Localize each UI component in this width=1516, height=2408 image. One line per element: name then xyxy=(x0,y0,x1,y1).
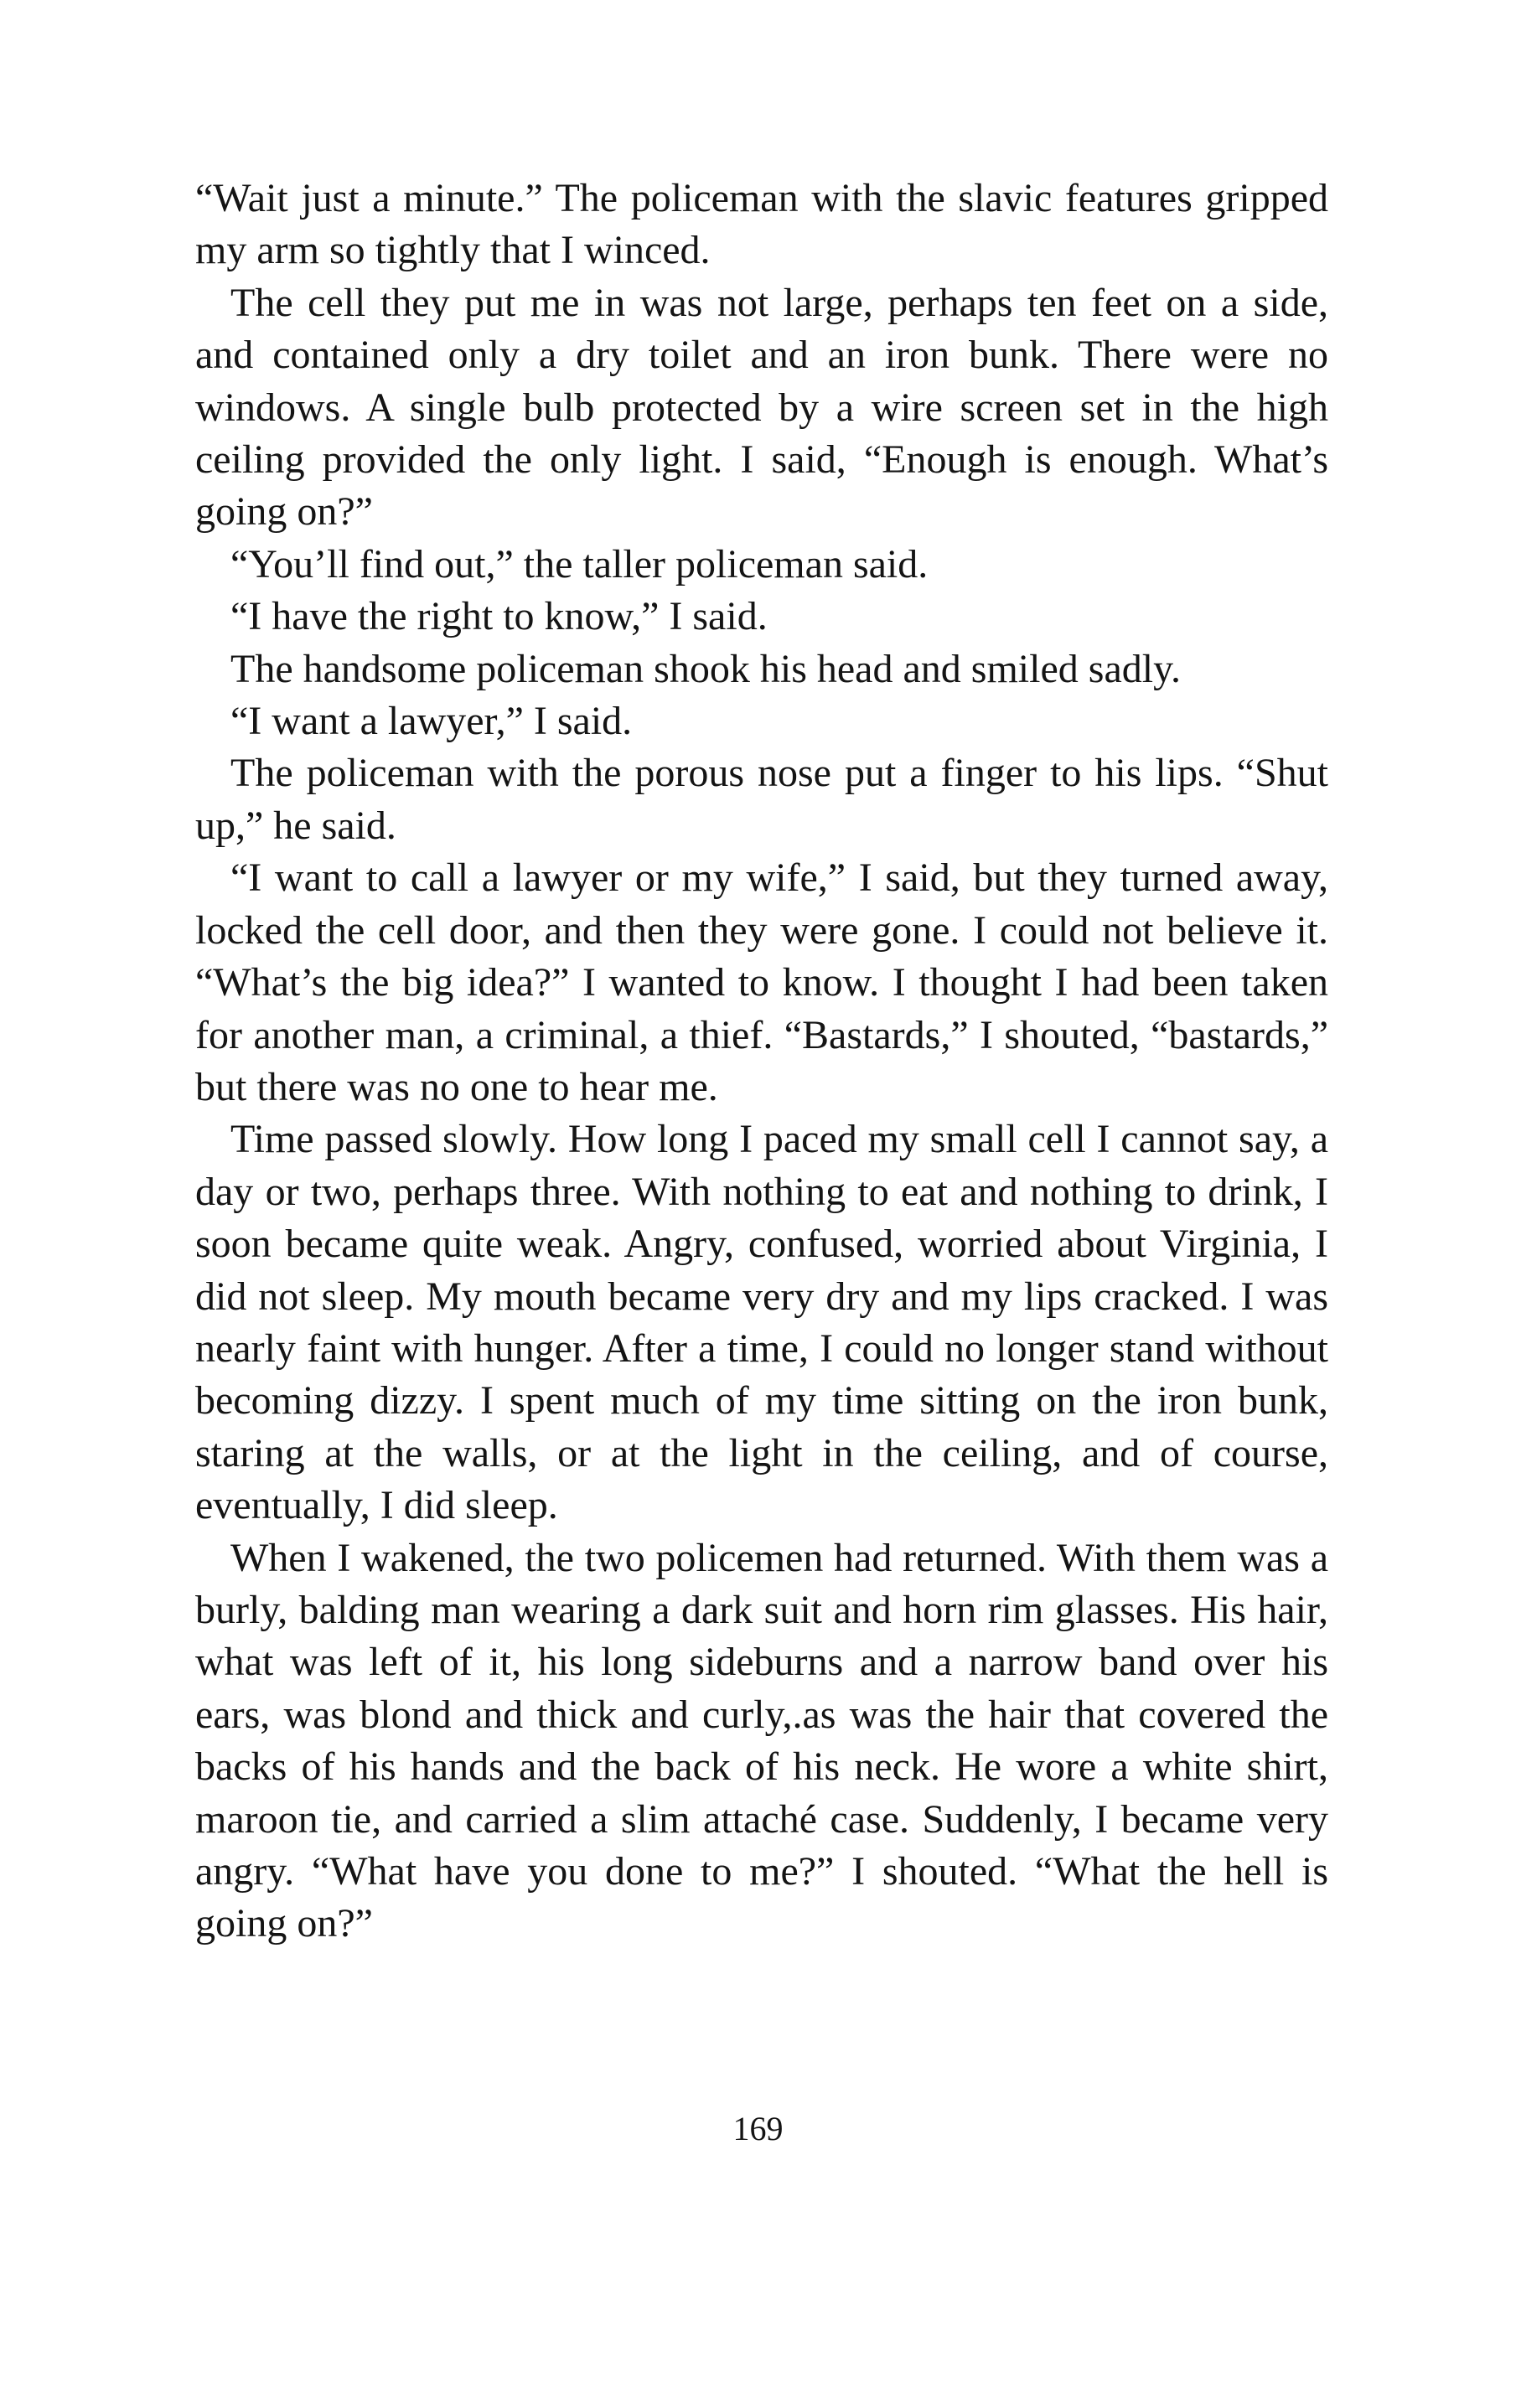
paragraph: “I want a lawyer,” I said. xyxy=(230,699,633,744)
paragraph: When I wakened, the two policemen had returned. With them was a burly, balding man wearing a dark suit and horn rim glasses. His hair, what was left of it, his long sideburns and a narrow band over his ears, was blond and thick and curly,.as was the hair that covered the backs of his hands and the back of his neck. He wore a white shirt, maroon tie, and carried a slim attaché case. Suddenly, I became very angry. “What have you done to me?” I shouted. “What the hell is going on?” xyxy=(195,1535,1328,1946)
paragraph: “I want to call a lawyer or my wife,” I said, but they turned away, locked the cell door, and then they were gone. I could not believe it. “What’s the big idea?” I wanted to know. I thought I had been taken for another man, a criminal, a thief. “Bastards,” I shouted, “bastards,” but there was no one to hear me. xyxy=(195,855,1328,1109)
paragraph: The handsome policeman shook his head and smiled sadly. xyxy=(230,646,1181,691)
paragraph: “Wait just a minute.” The policeman with the slavic features gripped my arm so tightly that I winced. xyxy=(195,176,1328,273)
paragraph: Time passed slowly. How long I paced my small cell I cannot say, a day or two, perhaps three. With nothing to eat and nothing to drink, I soon became quite weak. Angry, confused, worried about Virginia, I did not sleep. My mouth became very dry and my lips cracked. I was nearly faint with hunger. After a time, I could no longer stand without becoming dizzy. I spent much of my time sitting on the iron bunk, staring at the walls, or at the light in the ceiling, and of course, eventually, I did sleep. xyxy=(195,1117,1328,1528)
paragraph: The policeman with the porous nose put a finger to his lips. “Shut up,” he said. xyxy=(195,751,1328,848)
body-text xyxy=(195,173,1328,1951)
paragraph: “I have the right to know,” I said. xyxy=(230,594,768,639)
paragraph: The cell they put me in was not large, perhaps ten feet on a side, and contained only a dry toilet and an iron bunk. There were no windows. A single bulb protected by a wire screen set in the high ceiling provided the only light. I said, “Enough is enough. What’s going on?” xyxy=(195,280,1328,535)
paragraph: “You’ll find out,” the taller policeman said. xyxy=(230,541,929,586)
page-number: 169 xyxy=(732,2110,784,2147)
